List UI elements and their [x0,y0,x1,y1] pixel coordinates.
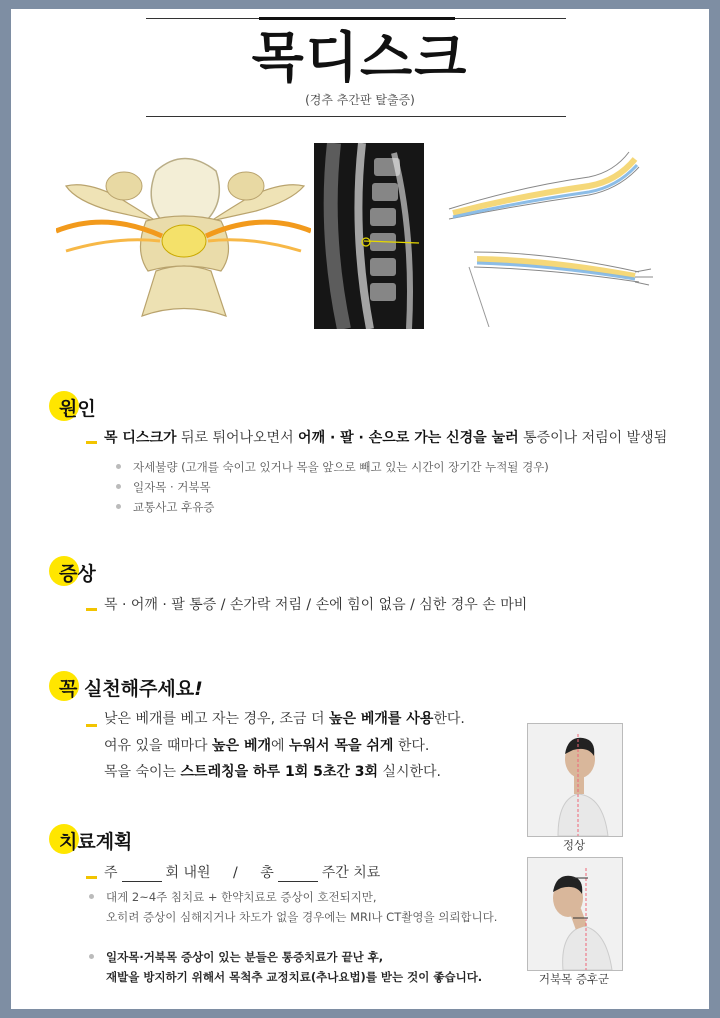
practice-line2-bold-1: 높은 베개 [212,738,272,754]
practice-line3-post: 실시한다. [378,764,442,780]
bullet-dot [116,464,121,469]
treatment-plan-line [104,864,380,882]
practice-line-2 [104,737,429,755]
plan-separator: / [233,865,238,881]
page-subtitle: (경추 추간판 탈출증) [305,93,415,107]
vertebra-disc-illustration [56,141,311,323]
mri-scan-image [314,143,424,329]
practice-heading-mark: ! [194,678,203,700]
title-rule-bottom [146,116,566,117]
practice-line2-pre: 여유 있을 때마다 [104,738,213,754]
plan-week-label: 주 [104,865,118,881]
cause-main-post: 통증이나 저림이 발생됨 [518,430,668,446]
cause-bullet-text: 교통사고 후유증 [133,500,215,514]
dash-marker [86,876,97,879]
plan-weeks-label: 주간 치료 [321,865,381,881]
practice-line1-pre: 낮은 베개를 베고 자는 경우, 조금 더 [104,711,329,727]
cause-heading: 원인 [59,398,96,420]
cause-main-mid: 뒤로 튀어나오면서 [176,430,299,446]
title-rule-accent [259,17,455,20]
normal-photo-caption: 정상 [562,838,586,852]
treatment-note-2 [89,949,383,965]
cause-bullet [116,459,549,475]
arm-nerve-pain-illustration [439,147,654,327]
bullet-dot [116,504,121,509]
symptom-main-text: 목 · 어깨 · 팔 통증 / 손가락 저림 / 손에 힘이 없음 / 심한 경우 손 마비 [104,597,528,613]
visits-blank [122,867,162,882]
practice-line-1 [104,710,465,728]
practice-line-3 [104,763,441,781]
practice-line2-bold-2: 누워서 목을 쉬게 [289,738,394,754]
cause-bullet-text: 자세불량 (고개를 숙이고 있거나 목을 앞으로 빼고 있는 시간이 장기간 누적될 경우) [133,460,549,474]
practice-line2-post: 한다. [393,738,430,754]
bullet-dot [89,954,94,959]
practice-line3-pre: 목을 숙이는 [104,764,181,780]
weeks-blank [278,867,318,882]
practice-line1-post: 한다. [433,711,465,727]
cause-bullet-text: 일자목 · 거북목 [133,480,211,494]
practice-line1-bold: 높은 베개를 사용 [328,711,434,727]
dash-marker [86,441,97,444]
cause-bullet [116,479,211,495]
page [11,9,709,1009]
treatment-note-1a: 대게 2~4주 침치료 + 한약치료로 증상이 호전되지만, [106,890,377,904]
dash-marker [86,724,97,727]
treatment-note-1b: 오히려 증상이 심해지거나 차도가 없을 경우에는 MRI나 CT촬영을 의뢰합니다. [106,910,498,924]
cause-main-text [104,429,667,447]
plan-visit-label: 회 내원 [165,865,211,881]
practice-heading [59,674,203,701]
treatment-heading: 치료계획 [59,831,133,853]
plan-total-label: 총 [260,865,274,881]
turtle-photo-caption: 거북목 증후군 [538,972,610,986]
symptom-heading: 증상 [59,563,96,585]
turtle-neck-photo [527,857,623,971]
cause-bullet [116,499,214,515]
practice-line2-mid: 에 [271,738,289,754]
cause-main-bold-1: 목 디스크가 [104,430,177,446]
treatment-note-2a: 일자목·거북목 증상이 있는 분들은 통증치료가 끝난 후, [106,950,384,964]
bullet-dot [116,484,121,489]
cause-main-bold-2: 어깨 · 팔 · 손으로 가는 신경을 눌러 [298,430,519,446]
dash-marker [86,608,97,611]
practice-line3-bold: 스트레칭을 하루 1회 5초간 3회 [180,764,379,780]
normal-posture-photo [527,723,623,837]
page-title: 목디스크 [251,26,469,89]
practice-heading-text: 꼭 실천해주세요 [59,678,195,700]
treatment-note-2b: 재발을 방지하기 위해서 목척추 교정치료(추나요법)를 받는 것이 좋습니다. [106,970,483,984]
treatment-note-1 [89,889,377,905]
bullet-dot [89,894,94,899]
